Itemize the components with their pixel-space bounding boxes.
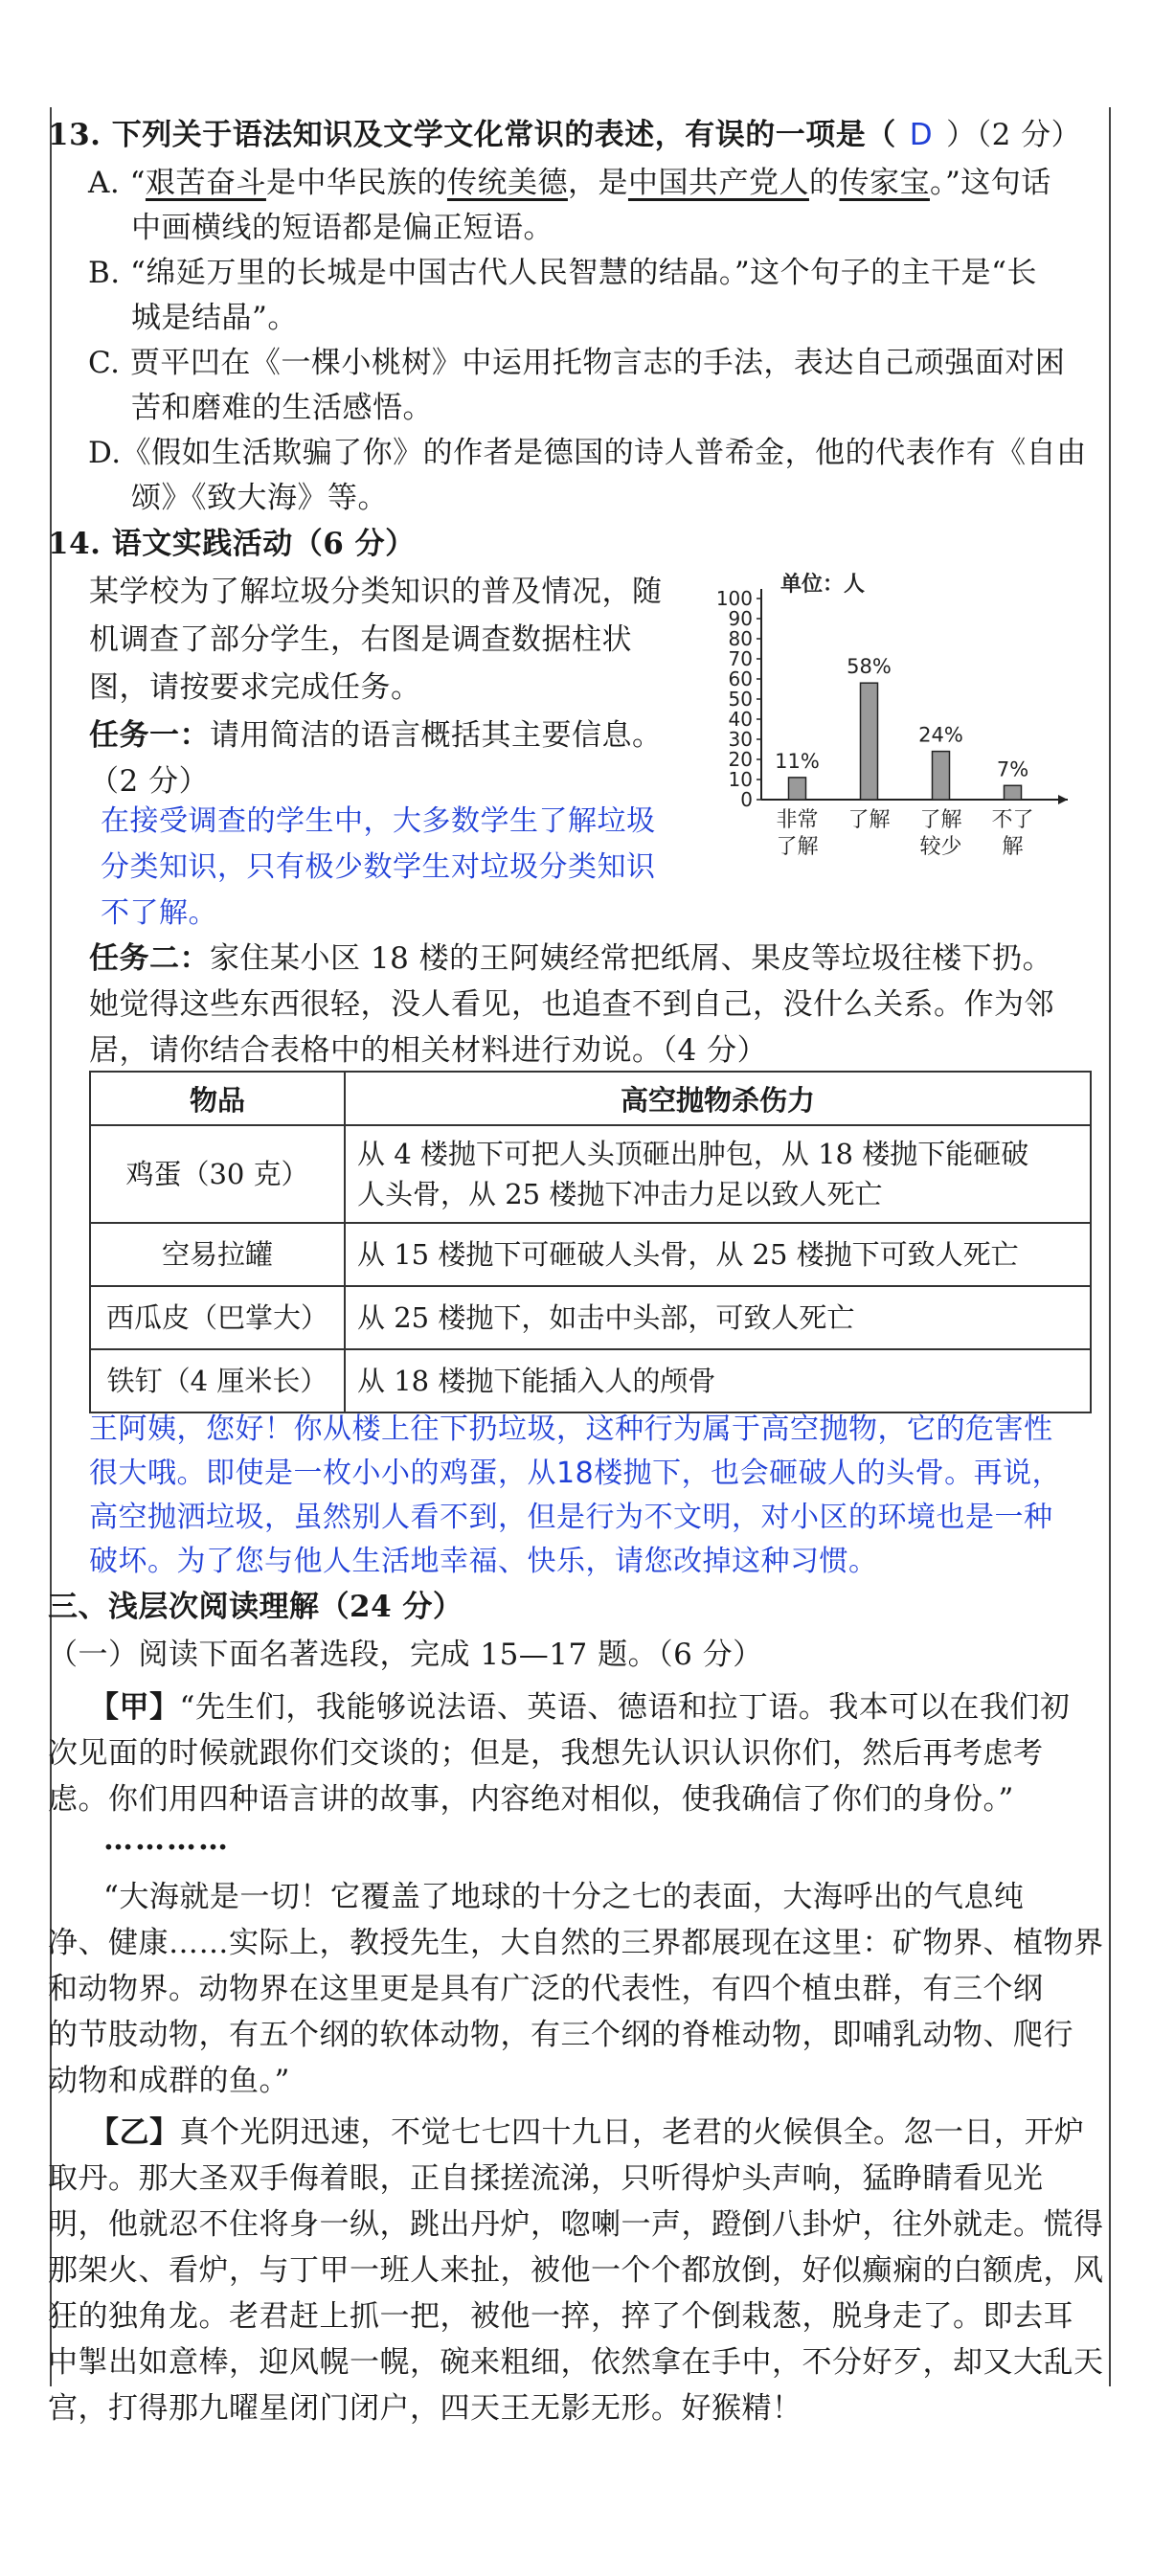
y-tick-label: 100: [715, 587, 753, 610]
task2-answer-line2: 很大哦。即使是一枚小小的鸡蛋，从18楼抛下，也会砸破人的头骨。再说，: [89, 1457, 1062, 1490]
passage-jia-label: 【甲】: [89, 1690, 180, 1725]
passage-yi-text: 真个光阴迅速，不觉七七四十九日，老君的火候俱全。忽一日，开炉: [179, 2115, 1085, 2150]
section3-title: 三、浅层次阅读理解（24 分）: [48, 1590, 463, 1624]
passage-jia-line3: 虑。你们用四种语言讲的故事，内容绝对相似，使我确信了你们的身份。”: [48, 1782, 1014, 1817]
underlined-phrase-4: 传家宝: [839, 166, 930, 200]
q13-option-c-line2: 苦和磨难的生活感悟。: [131, 391, 433, 425]
table-cell-item: 鸡蛋（30 克）: [90, 1125, 345, 1223]
bar-value-label: 11%: [775, 749, 820, 773]
x-tick-label-line2: 解: [1002, 835, 1024, 859]
table-cell-danger: 从 15 楼抛下可砸破人头骨，从 25 楼抛下可致人死亡: [345, 1223, 1091, 1286]
ellipsis-divider: …………: [103, 1822, 230, 1857]
y-tick-label: 70: [728, 647, 753, 670]
bar-value-label: 58%: [847, 655, 892, 679]
option-a-text-2: ，是: [567, 166, 628, 200]
x-tick-label-line2: 了解: [776, 835, 819, 859]
q14-task2-line2: 她觉得这些东西很轻，没人看见，也追查不到自己，没什么关系。作为邻: [89, 987, 1054, 1022]
table-row: [90, 1286, 1091, 1349]
bar: [861, 683, 878, 800]
bar-value-label: 24%: [918, 723, 963, 747]
task1-answer-line1: 在接受调查的学生中，大多数学生了解垃圾: [101, 804, 656, 838]
bar-value-label: 7%: [996, 757, 1029, 781]
task2-answer-line1: 王阿姨，您好！你从楼上往下扔垃圾，这种行为属于高空抛物，它的危害性: [89, 1412, 1053, 1446]
underlined-phrase-3: 中国共产党人: [627, 166, 809, 200]
projectile-danger-table: [89, 1071, 1092, 1413]
task1-label: 任务一：: [89, 718, 210, 753]
passage-yi-line7: 宫，打得那九曜星闭门闭户，四天王无影无形。好猴精！: [48, 2391, 802, 2426]
task1-answer-line2: 分类知识，只有极少数学生对垃圾分类知识: [101, 850, 656, 884]
y-tick-label: 0: [740, 788, 753, 811]
table-row: [90, 1223, 1091, 1286]
q14-intro-line3: 图，请按要求完成任务。: [89, 670, 421, 705]
q13-stem-text: 13. 下列关于语法知识及文学文化常识的表述，有误的一项是（: [48, 118, 896, 152]
y-tick-label: 20: [728, 748, 753, 771]
x-tick-label: 非常: [776, 808, 819, 832]
q13-option-b-line2: 城是结晶”。: [131, 301, 298, 335]
y-tick-label: 30: [728, 728, 753, 751]
task2-answer-line4: 破坏。为了您与他人生活地幸福、快乐，请您改掉这种习惯。: [89, 1545, 878, 1578]
passage-jia-line6: 和动物界。动物界在这里更是具有广泛的代表性，有四个植虫群，有三个纲: [48, 1972, 1044, 2006]
right-margin-line: [1109, 107, 1111, 2386]
option-a-text-1: 是中华民族的: [265, 166, 447, 200]
table-cell-danger: 从 18 楼抛下能插入人的颅骨: [345, 1349, 1091, 1412]
passage-jia-line1: [89, 1685, 1070, 1729]
underlined-phrase-1: 艰苦奋斗: [145, 166, 266, 200]
chart-unit-label: 单位：人: [780, 573, 866, 597]
y-tick-label: 40: [728, 708, 753, 731]
x-tick-label: 了解: [919, 808, 962, 832]
q14-intro-line1: 某学校为了解垃圾分类知识的普及情况，随: [89, 575, 663, 609]
task2-label: 任务二：: [89, 941, 210, 976]
cell-line-2: 人头骨，从 25 楼抛下冲击力足以致人死亡: [357, 1178, 883, 1210]
x-axis-arrow: [1058, 795, 1068, 804]
passage-jia-line8: 动物和成群的鱼。”: [48, 2064, 290, 2098]
table-cell-danger: [345, 1125, 1091, 1223]
q13-option-c: C. 贾平凹在《一棵小桃树》中运用托物言志的手法，表达自己顽强面对困: [88, 346, 1066, 380]
bar: [789, 778, 806, 800]
passage-jia-line2: 次见面的时候就跟你们交谈的；但是，我想先认识认识你们，然后再考虑考: [48, 1736, 1044, 1771]
table-cell-item: 铁钉（4 厘米长）: [90, 1349, 345, 1412]
q14-title: 14. 语文实践活动（6 分）: [48, 527, 416, 561]
y-tick-label: 90: [728, 607, 753, 630]
bar: [1005, 785, 1022, 800]
table-header-row: [90, 1072, 1091, 1125]
passage-jia-line7: 的节肢动物，有五个纲的软体动物，有三个纲的脊椎动物，即哺乳动物、爬行: [48, 2018, 1073, 2052]
passage-yi-line3: 明，他就忍不住将身一纵，跳出丹炉，唿喇一声，蹬倒八卦炉，往外就走。慌得: [48, 2207, 1104, 2242]
q14-task1: [89, 713, 663, 757]
q13-option-d: D.《假如生活欺骗了你》的作者是德国的诗人普希金，他的代表作有《自由: [88, 436, 1087, 470]
q13-option-b: B. “绵延万里的长城是中国古代人民智慧的结晶。”这个句子的主干是“长: [88, 256, 1038, 290]
q13-option-a: [88, 161, 1051, 205]
task2-answer-line3: 高空抛洒垃圾，虽然别人看不到，但是行为不文明，对小区的环境也是一种: [89, 1501, 1053, 1534]
cell-line-1: 从 4 楼抛下可把人头顶砸出肿包，从 18 楼抛下能砸破: [357, 1138, 1029, 1170]
x-tick-label: 了解: [847, 808, 891, 832]
section3-sub1: （一）阅读下面名著选段，完成 15—17 题。（6 分）: [48, 1638, 763, 1672]
table-cell-item: 西瓜皮（巴掌大）: [90, 1286, 345, 1349]
survey-bar-chart: [709, 565, 1111, 871]
y-tick-label: 50: [728, 688, 753, 711]
task2-text: 家住某小区 18 楼的王阿姨经常把纸屑、果皮等垃圾往楼下扔。: [210, 941, 1053, 976]
y-tick-label: 10: [728, 768, 753, 791]
q14-task2-line3: 居，请你结合表格中的相关材料进行劝说。（4 分）: [89, 1033, 768, 1068]
q13-stem: [48, 113, 1081, 157]
passage-yi-line1: [89, 2111, 1085, 2155]
table-row: [90, 1349, 1091, 1412]
passage-yi-line4: 那架火、看炉，与丁甲一班人来扯，被他一个个都放倒，好似癫痫的白额虎，风: [48, 2253, 1104, 2288]
q14-task2-line1: [89, 937, 1052, 981]
q13-score: ）（2 分）: [946, 118, 1082, 152]
task1-answer-line3: 不了解。: [101, 896, 217, 930]
table-header-danger: 高空抛物杀伤力: [345, 1072, 1091, 1125]
task1-text: 请用简洁的语言概括其主要信息。: [210, 718, 663, 753]
passage-jia-line5: 净、健康……实际上，教授先生，大自然的三界都展现在这里：矿物界、植物界: [48, 1926, 1104, 1960]
passage-yi-line5: 狂的独角龙。老君赶上抓一把，被他一捽，捽了个倒栽葱，脱身走了。即去耳: [48, 2299, 1073, 2334]
y-tick-label: 60: [728, 667, 753, 690]
passage-yi-label: 【乙】: [89, 2115, 180, 2150]
table-header-item: 物品: [90, 1072, 345, 1125]
table-cell-danger: 从 25 楼抛下，如击中头部，可致人死亡: [345, 1286, 1091, 1349]
q14-intro-line2: 机调查了部分学生，右图是调查数据柱状: [89, 622, 632, 657]
table-cell-item: 空易拉罐: [90, 1223, 345, 1286]
passage-yi-line6: 中掣出如意棒，迎风幌一幌，碗来粗细，依然拿在手中，不分好歹，却又大乱天: [48, 2345, 1104, 2380]
x-tick-label-line2: 较少: [919, 835, 962, 859]
option-a-end: 。”这句话: [929, 166, 1051, 200]
option-a-text-3: 的: [808, 166, 840, 200]
q13-answer: D: [909, 118, 934, 152]
y-tick-label: 80: [728, 627, 753, 650]
q14-task1-score: （2 分）: [89, 764, 210, 799]
table-row: [90, 1125, 1091, 1223]
x-tick-label: 不了: [991, 808, 1034, 832]
passage-jia-text: “先生们，我能够说法语、英语、德语和拉丁语。我本可以在我们初: [179, 1690, 1071, 1725]
passage-jia-line4: “大海就是一切！它覆盖了地球的十分之七的表面，大海呼出的气息纯: [103, 1880, 1025, 1914]
option-a-prefix: A. “: [88, 166, 146, 200]
q13-option-d-line2: 颂》《致大海》等。: [131, 481, 388, 515]
bar: [933, 752, 950, 800]
q13-option-a-line2: 中画横线的短语都是偏正短语。: [131, 211, 553, 245]
underlined-phrase-2: 传统美德: [446, 166, 568, 200]
passage-yi-line2: 取丹。那大圣双手侮着眼，正自揉搓流涕，只听得炉头声响，猛睁睛看见光: [48, 2161, 1044, 2196]
